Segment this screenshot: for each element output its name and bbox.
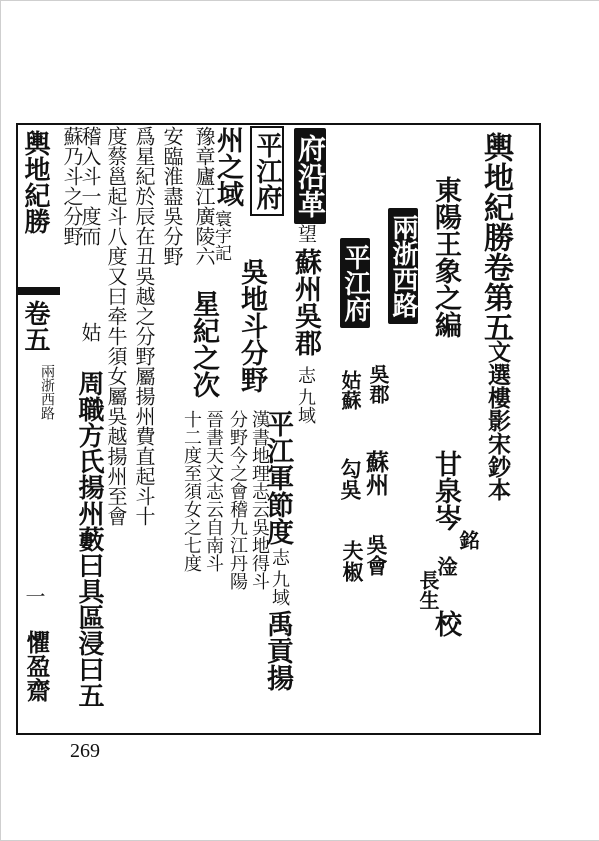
spine-volume: 卷五	[20, 300, 50, 352]
prefecture-label: 平江府	[340, 238, 370, 328]
circuit-label: 兩浙西路	[388, 208, 418, 324]
line-4b: 爲星紀於辰在丑吳越之分野屬揚州費直起斗十	[132, 126, 156, 526]
line-2b: 吳地斗分野	[236, 258, 267, 393]
alias-wu-hui: 吳會	[364, 534, 389, 576]
line-6a: 稽入斗一度而	[78, 126, 102, 246]
alias-gu-su: 姑蘇	[338, 370, 362, 410]
spine-title: 輿地紀勝	[20, 130, 50, 234]
line-1b-note: 志	[269, 548, 290, 566]
collator-1: 甘泉岑	[430, 450, 461, 531]
line-5: 度蔡邕起斗八度又曰牵牛須女屬吳越揚州至會	[104, 126, 128, 526]
line-1b-tail: 九域	[269, 570, 290, 606]
alias-su-zhou: 蘇州	[362, 450, 389, 496]
line-1-tail: 九域	[295, 388, 316, 424]
line-6c: 周職方氏揚州藪曰具區浸曰五	[74, 370, 104, 708]
spine-fishtail	[18, 287, 60, 295]
line-3d: 十二度至須女之七度	[181, 410, 202, 572]
spine-leaf-number: 一	[22, 586, 46, 606]
rank-wang: 望	[295, 224, 317, 243]
line-3a: 豫章廬江廣陵六	[192, 126, 216, 266]
alias-gou-wu: 勾吳	[338, 458, 363, 500]
boxed-prefecture-title: 平江府	[250, 126, 284, 216]
edition-note: 文選樓影宋鈔本	[484, 340, 511, 501]
border-left	[16, 123, 18, 735]
alias-wu-jun: 吳郡	[366, 364, 390, 404]
author-line: 東陽王象之編	[430, 176, 461, 338]
collator-3: 長生	[416, 570, 440, 610]
line-3c: 晉書天文志云自南斗	[203, 410, 224, 572]
line-2c: 漢書地理志云吳地得斗	[249, 410, 270, 590]
border-top	[16, 123, 541, 125]
line-2: 州之域	[212, 126, 243, 207]
line-6b: 姑	[78, 322, 102, 342]
line-1-note: 志	[295, 366, 316, 384]
line-7a: 蘇乃斗之分野	[60, 126, 84, 246]
spine-seal: 懼盈齋	[22, 630, 51, 702]
collate-label: 校	[430, 610, 461, 637]
book-title: 輿地紀勝卷第五	[478, 132, 513, 342]
spine-circuit: 兩浙西路	[39, 364, 55, 420]
line-1c: 禹貢揚	[262, 610, 293, 691]
line-1: 蘇州吳郡	[290, 248, 321, 356]
line-2-note: 寰宇記	[211, 210, 231, 261]
line-1b: 平江軍節度	[262, 410, 293, 545]
section-label: 府沿革	[294, 128, 326, 224]
line-4a: 安臨淮盡吳分野	[160, 126, 184, 266]
line-3b: 星紀之次	[188, 290, 219, 398]
alias-fu-jiao: 夫椒	[340, 540, 365, 582]
collator-2-top: 銘	[456, 530, 480, 550]
border-right	[539, 123, 541, 735]
collator-2-bottom: 淦	[434, 556, 458, 576]
border-bottom	[16, 733, 541, 735]
page-number: 269	[70, 740, 100, 762]
line-2d: 分野今之會稽九江丹陽	[227, 410, 248, 590]
